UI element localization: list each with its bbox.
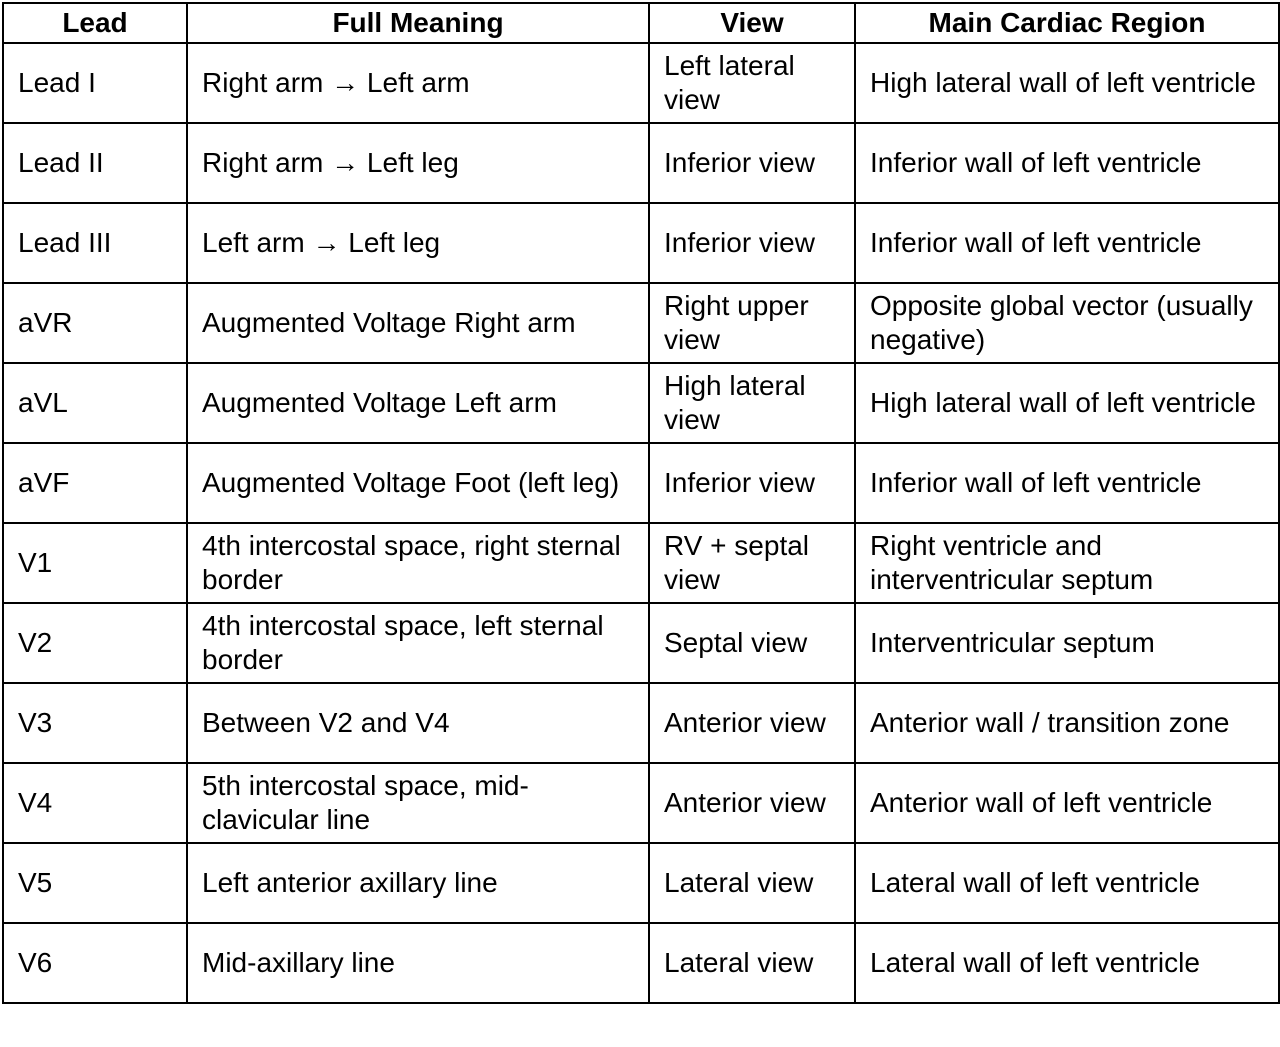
region-cell: Inferior wall of left ventricle: [855, 123, 1279, 203]
lead-cell: aVL: [3, 363, 187, 443]
full-meaning-cell: Mid-axillary line: [187, 923, 649, 1003]
view-cell: Inferior view: [649, 203, 855, 283]
region-cell: High lateral wall of left ventricle: [855, 43, 1279, 123]
region-cell: Anterior wall / transition zone: [855, 683, 1279, 763]
view-cell: Right upper view: [649, 283, 855, 363]
header-main-cardiac-region: Main Cardiac Region: [855, 3, 1279, 43]
full-meaning-cell: Augmented Voltage Left arm: [187, 363, 649, 443]
full-meaning-cell: Right arm → Left arm: [187, 43, 649, 123]
table-row: [3, 203, 1279, 283]
view-cell: Anterior view: [649, 763, 855, 843]
full-meaning-cell: Left anterior axillary line: [187, 843, 649, 923]
lead-cell: V6: [3, 923, 187, 1003]
full-meaning-cell: Between V2 and V4: [187, 683, 649, 763]
lead-cell: V3: [3, 683, 187, 763]
lead-cell: Lead I: [3, 43, 187, 123]
table-row: [3, 523, 1279, 603]
full-meaning-cell: Augmented Voltage Foot (left leg): [187, 443, 649, 523]
lead-cell: Lead III: [3, 203, 187, 283]
table-row: [3, 683, 1279, 763]
view-cell: Anterior view: [649, 683, 855, 763]
lead-cell: V4: [3, 763, 187, 843]
table-row: [3, 443, 1279, 523]
lead-cell: aVF: [3, 443, 187, 523]
ecg-leads-table: [2, 2, 1280, 1004]
lead-cell: aVR: [3, 283, 187, 363]
region-cell: Right ventricle and interventricular septum: [855, 523, 1279, 603]
lead-cell: Lead II: [3, 123, 187, 203]
region-cell: Interventricular septum: [855, 603, 1279, 683]
table-row: [3, 43, 1279, 123]
table-row: [3, 123, 1279, 203]
full-meaning-cell: Augmented Voltage Right arm: [187, 283, 649, 363]
table-row: [3, 363, 1279, 443]
view-cell: RV + septal view: [649, 523, 855, 603]
table-row: [3, 763, 1279, 843]
region-cell: High lateral wall of left ventricle: [855, 363, 1279, 443]
region-cell: Inferior wall of left ventricle: [855, 443, 1279, 523]
header-full-meaning: Full Meaning: [187, 3, 649, 43]
region-cell: Lateral wall of left ventricle: [855, 843, 1279, 923]
table-row: [3, 923, 1279, 1003]
view-cell: Inferior view: [649, 123, 855, 203]
full-meaning-cell: 5th intercostal space, mid-clavicular line: [187, 763, 649, 843]
view-cell: High lateral view: [649, 363, 855, 443]
full-meaning-cell: 4th intercostal space, right sternal border: [187, 523, 649, 603]
header-view: View: [649, 3, 855, 43]
table-row: [3, 603, 1279, 683]
lead-cell: V5: [3, 843, 187, 923]
view-cell: Left lateral view: [649, 43, 855, 123]
header-lead: Lead: [3, 3, 187, 43]
region-cell: Inferior wall of left ventricle: [855, 203, 1279, 283]
view-cell: Lateral view: [649, 843, 855, 923]
header-row: [3, 3, 1279, 43]
view-cell: Lateral view: [649, 923, 855, 1003]
view-cell: Inferior view: [649, 443, 855, 523]
region-cell: Lateral wall of left ventricle: [855, 923, 1279, 1003]
table-row: [3, 283, 1279, 363]
table-row: [3, 843, 1279, 923]
lead-cell: V1: [3, 523, 187, 603]
region-cell: Opposite global vector (usually negative): [855, 283, 1279, 363]
lead-cell: V2: [3, 603, 187, 683]
region-cell: Anterior wall of left ventricle: [855, 763, 1279, 843]
full-meaning-cell: Right arm → Left leg: [187, 123, 649, 203]
view-cell: Septal view: [649, 603, 855, 683]
full-meaning-cell: 4th intercostal space, left sternal border: [187, 603, 649, 683]
full-meaning-cell: Left arm → Left leg: [187, 203, 649, 283]
